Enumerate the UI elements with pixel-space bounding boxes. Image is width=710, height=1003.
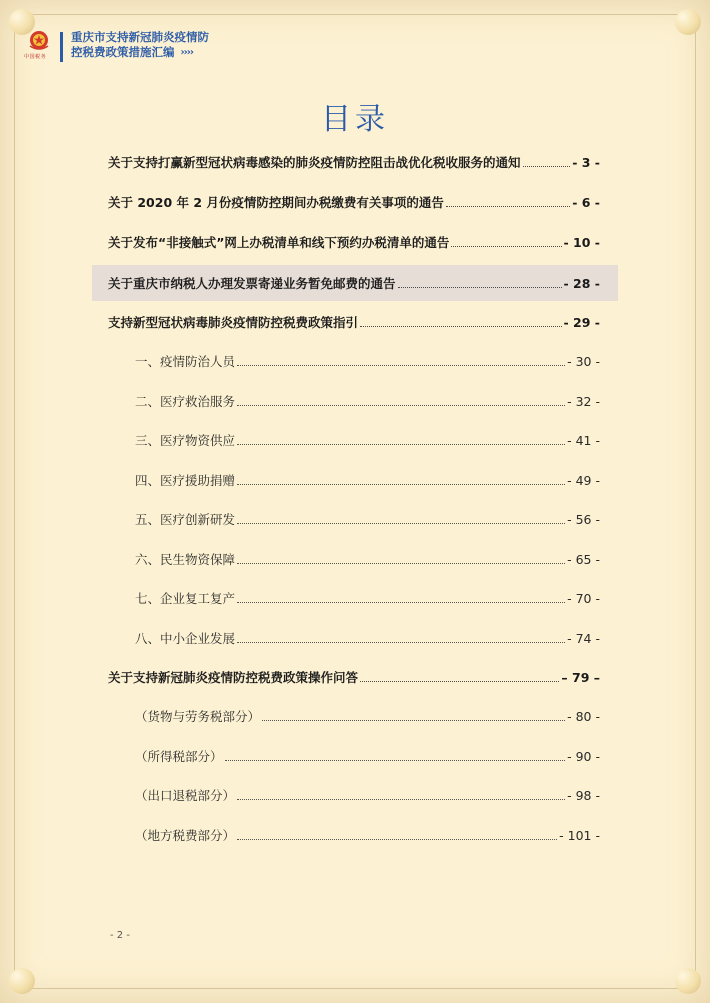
- toc-dot-leader: [398, 286, 562, 288]
- toc-dot-leader: [225, 759, 566, 761]
- toc-page-number: - 98 -: [567, 787, 600, 803]
- toc-entry-title: 关于支持打赢新型冠状病毒感染的肺炎疫情防控阻击战优化税收服务的通知: [108, 155, 521, 170]
- document-header: [24, 30, 209, 64]
- toc-page-number: - 29 -: [563, 314, 600, 330]
- toc-entry[interactable]: [135, 462, 600, 498]
- toc-entry-title: （所得税部分）: [135, 749, 223, 764]
- toc-entry-title: 六、民生物资保障: [135, 552, 236, 567]
- toc-page-number: - 70 -: [567, 590, 600, 606]
- toc-page-number: - 10 -: [563, 234, 600, 250]
- toc-dot-leader: [237, 404, 565, 406]
- toc-entry[interactable]: [135, 422, 600, 458]
- toc-entry-title: 关于发布“非接触式”网上办税清单和线下预约办税清单的通告: [108, 235, 450, 250]
- toc-entry-title: 关于重庆市纳税人办理发票寄递业务暂免邮费的通告: [108, 276, 396, 291]
- toc-page-number: - 65 -: [567, 551, 600, 567]
- toc-dot-leader: [237, 641, 565, 643]
- header-divider: [60, 32, 63, 62]
- toc-entry[interactable]: [108, 659, 600, 695]
- toc-entry-title: （出口退税部分）: [135, 788, 236, 803]
- corner-ornament: [675, 968, 701, 994]
- toc-entry-title: 二、医疗救治服务: [135, 394, 236, 409]
- emblem-caption: 中国税务: [24, 53, 47, 60]
- toc-page-number: - 41 -: [567, 432, 600, 448]
- toc-page-number: - 74 -: [567, 630, 600, 646]
- toc-dot-leader: [360, 680, 559, 682]
- toc-page-number: - 80 -: [567, 708, 600, 724]
- toc-entry[interactable]: [135, 541, 600, 577]
- header-line-2: 控税费政策措施汇编: [71, 45, 175, 59]
- toc-dot-leader: [262, 719, 565, 721]
- toc-dot-leader: [237, 483, 565, 485]
- toc-entry[interactable]: [135, 343, 600, 379]
- header-line-1: 重庆市支持新冠肺炎疫情防: [71, 30, 209, 44]
- toc-dot-leader: [237, 601, 565, 603]
- toc-page-number: - 90 -: [567, 748, 600, 764]
- toc-entry[interactable]: [135, 580, 600, 616]
- toc-dot-leader: [237, 364, 565, 366]
- toc-entry-title: 七、企业复工复产: [135, 591, 236, 606]
- toc-page-number: – 79 –: [561, 669, 600, 685]
- corner-ornament: [9, 968, 35, 994]
- toc-entry[interactable]: [135, 738, 600, 774]
- toc-entry[interactable]: [108, 144, 600, 180]
- toc-entry-title: 关于 2020 年 2 月份疫情防控期间办税缴费有关事项的通告: [108, 195, 444, 210]
- toc-dot-leader: [523, 165, 571, 167]
- toc-dot-leader: [237, 562, 565, 564]
- toc-entry[interactable]: [135, 383, 600, 419]
- toc-entry[interactable]: [135, 698, 600, 734]
- toc-dot-leader: [237, 443, 565, 445]
- toc-page-number: - 32 -: [567, 393, 600, 409]
- toc-entry[interactable]: [108, 184, 600, 220]
- toc-entry-title: 三、医疗物资供应: [135, 433, 236, 448]
- toc-entry[interactable]: [135, 817, 600, 853]
- toc-entry[interactable]: [135, 501, 600, 537]
- toc-entry[interactable]: [108, 304, 600, 340]
- tax-emblem-icon: [24, 30, 54, 64]
- toc-dot-leader: [237, 798, 565, 800]
- toc-dot-leader: [237, 522, 565, 524]
- toc-entry-title: 五、医疗创新研发: [135, 512, 236, 527]
- toc-dot-leader: [451, 245, 561, 247]
- toc-page-number: - 101 -: [559, 827, 600, 843]
- toc-page-number: - 49 -: [567, 472, 600, 488]
- toc-page-number: - 3 -: [572, 154, 600, 170]
- toc-entry-title: 支持新型冠状病毒肺炎疫情防控税费政策指引: [108, 315, 359, 330]
- toc-entry-title: 一、疫情防治人员: [135, 354, 236, 369]
- page-number: - 2 -: [110, 930, 130, 941]
- header-line-2-wrap: [71, 45, 209, 60]
- toc-entry-title: 四、医疗援助捐赠: [135, 473, 236, 488]
- toc-page-number: - 56 -: [567, 511, 600, 527]
- toc-dot-leader: [237, 838, 557, 840]
- toc-entry-title: （货物与劳务税部分）: [135, 709, 261, 724]
- toc-entry-title: 八、中小企业发展: [135, 631, 236, 646]
- toc-entry[interactable]: [135, 620, 600, 656]
- page-title: 目录: [321, 102, 389, 137]
- chevron-right-icon: ››››: [180, 47, 193, 58]
- header-title: [71, 30, 209, 60]
- toc-entry-title: 关于支持新冠肺炎疫情防控税费政策操作问答: [108, 670, 359, 685]
- corner-ornament: [675, 9, 701, 35]
- toc-page-number: - 28 -: [563, 275, 600, 291]
- toc-entry[interactable]: [135, 777, 600, 813]
- toc-page-number: - 6 -: [572, 194, 600, 210]
- toc-entry[interactable]: [108, 224, 600, 260]
- toc-dot-leader: [446, 205, 570, 207]
- toc-page-number: - 30 -: [567, 353, 600, 369]
- toc-entry-title: （地方税费部分）: [135, 828, 236, 843]
- toc-dot-leader: [360, 325, 562, 327]
- toc-entry[interactable]: [92, 265, 618, 301]
